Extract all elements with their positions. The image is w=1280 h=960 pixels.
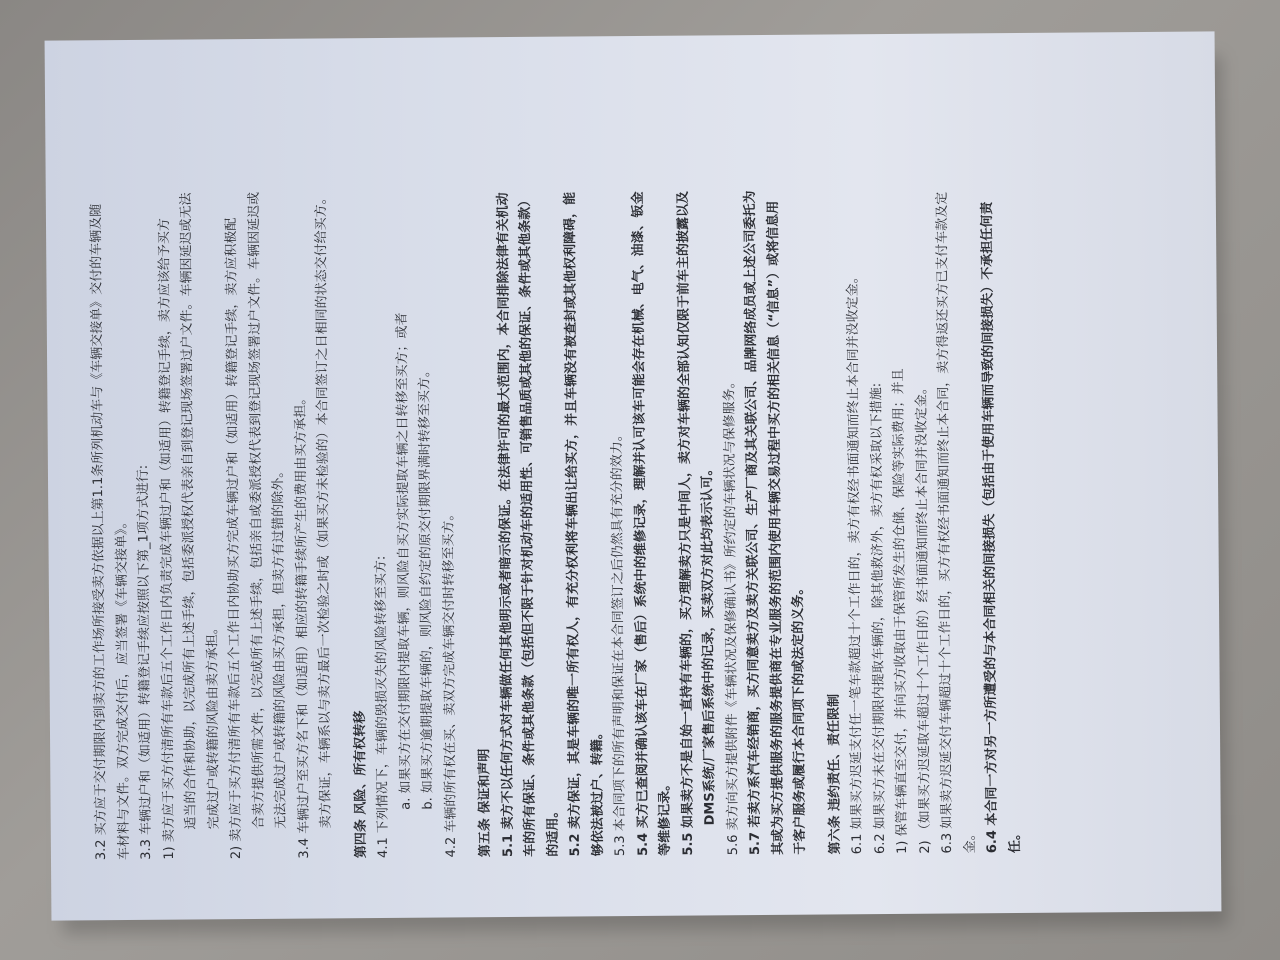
document-line: 6.4 本合同一方对另一方所遭受的与本合同相关的间接损失（包括由于使用车辆而导致的间接损失）不承担任何责 — [979, 201, 1000, 854]
document-line: 2) （如果买方迟延取车超过十个工作日的）经书面通知而终止本合同并没收定金。 — [913, 381, 933, 854]
document-line: 6.3 如果卖方迟延交付车辆超过十个工作日的，买方有权经书面通知而终止本合同，卖方得返还买方已支付车款及定 — [934, 191, 955, 854]
document-line: 5.4 买方已查阅并确认该车在厂家（售后）系统中的维修记录，理解并认可该车可能会存在机械、电气、油漆、钣金 — [630, 191, 651, 856]
document-line: 3.4 车辆过户至买方名下和（如适用）相应的转籍手续所产生的费用由买方承担。 — [292, 391, 312, 859]
document-line: 5.5 如果卖方不是自始一直持有车辆的，买方理解卖方只是中间人，卖方对车辆的全部认知仅限于前车主的披露以及 — [675, 190, 696, 856]
document-line: 4.1 下列情况下，车辆的毁损灭失的风险转移至买方: — [373, 555, 391, 859]
document-line: 1) 保管车辆直至交付，并向买方收取由于保管所发生的仓储、保险等实际费用；并且 — [891, 368, 910, 854]
document-line: 5.6 卖方向买方提供附件《车辆状况及保修确认书》所约定的车辆状况与保修服务。 — [721, 375, 741, 856]
document-line: 3.3 车辆过户和（如适用）转籍登记手续应按照以下第_1项方式进行: — [135, 464, 154, 860]
document-line: 车材料与文件。双方完成交付后，应当签署《车辆交接单》。 — [113, 515, 132, 861]
paper-sheet — [45, 31, 1222, 920]
document-line: 6.2 如果买方未在交付期限内提取车辆的，除其他救济外，卖方有权采取以下措施: — [868, 382, 888, 855]
document-line: 于客户服务或履行本合同项下的或法定的义务。 — [790, 581, 808, 855]
document-line: 其或为买方提供服务的服务提供商在专业服务的范围内使用车辆交易过程中买方的相关信息（“信息”）或将信息用 — [765, 200, 786, 855]
document-line: 等维修记录。 — [657, 777, 673, 856]
document-line: 够依法被过户、转籍。 — [589, 726, 606, 857]
document-line: a. 如果买方在交付期限内提取车辆，则风险自买方实际提取车辆之日转移至买方；或者 — [394, 312, 414, 810]
document-line: 2) 卖方应于买方付清所有车款后五个工作日内协助买方完成车辆过户和（如适用）转籍登记手续，卖方应积极配 — [223, 217, 244, 860]
document-line: 完成过户或转籍的风险由卖方承担。 — [204, 621, 222, 830]
document-line: 无法完成过户或转籍的风险由买方承担，但卖方有过错的除外。 — [270, 464, 289, 829]
document-line: b. 如果买方逾期提取车辆的，则风险自约定的原交付期限界满时转移至买方。 — [417, 364, 436, 810]
document-line: 车的所有保证、条件或其他条款（包括但不限于针对机动车的适用性、可销售品质或其他的保证、条件或其他条款） — [517, 193, 538, 857]
document-line: 金。 — [962, 827, 978, 854]
contract-text — [85, 92, 1181, 861]
document-line: 5.7 若卖方系汽车经销商，买方同意卖方及卖方关联公司、生产厂商及其关联公司、品牌网络成员或上述公司委托为 — [742, 190, 763, 856]
document-line: 5.3 本合同项下的所有声明和保证在本合同签订之后仍然具有充分的效力。 — [609, 428, 628, 857]
document-line: 第六条 违约责任、责任限制 — [826, 693, 843, 855]
document-line: 5.2 卖方保证，其是车辆的唯一所有权人，有充分权利将车辆出让给买方，并且车辆没有被查封或其他权利障碍，能 — [562, 191, 583, 857]
document-line: 3.2 买方应于交付期限内到卖方的工作场所接受卖方依据以上第1.1条所列机动车与《车辆交接单》交付的车辆及随 — [88, 203, 110, 861]
document-line: 任。 — [1007, 826, 1023, 854]
document-line: 4.2 车辆的所有权在买、卖双方完成车辆交付时转移至买方。 — [440, 507, 459, 858]
document-line: 6.1 如果买方迟延支付任一笔车款超过十个工作日的，卖方有权经书面通知而终止本合同并没收定金。 — [845, 270, 865, 855]
document-line: 卖方保证，车辆系以与卖方最后一次检验之时或（如果买方未检验的）本合同签订之日相同的状态交付给买方。 — [313, 191, 334, 829]
document-line: 第四条 风险、所有权转移 — [352, 710, 369, 859]
document-line: 1) 卖方应于买方付清所有车款后五个工作日内负责完成车辆过户和（如适用）转籍登记手续，卖方应该给予买方 — [156, 218, 177, 860]
document-line: 合卖方提供所需文件，以完成所有上述手续，包括亲自或委派授权代表到登记现场签署过户文件。车辆因延迟或 — [246, 191, 267, 830]
document-line: 适当的合作和协助，以完成所有上述手续，包括委派授权代表亲自到登记现场签署过户文件。车辆因延迟或无法 — [178, 192, 199, 830]
document-line: 5.1 卖方不以任何方式对车辆做任何其他明示或者暗示的保证。在法律许可的最大范围内，本合同排除法律有关机动 — [495, 192, 516, 858]
document-line: 的适用。 — [545, 804, 561, 857]
document-line: 第五条 保证和声明 — [477, 748, 493, 858]
document-line: DMS系统/厂家售后系统中的记录，买卖双方对此均表示认可。 — [699, 462, 718, 826]
